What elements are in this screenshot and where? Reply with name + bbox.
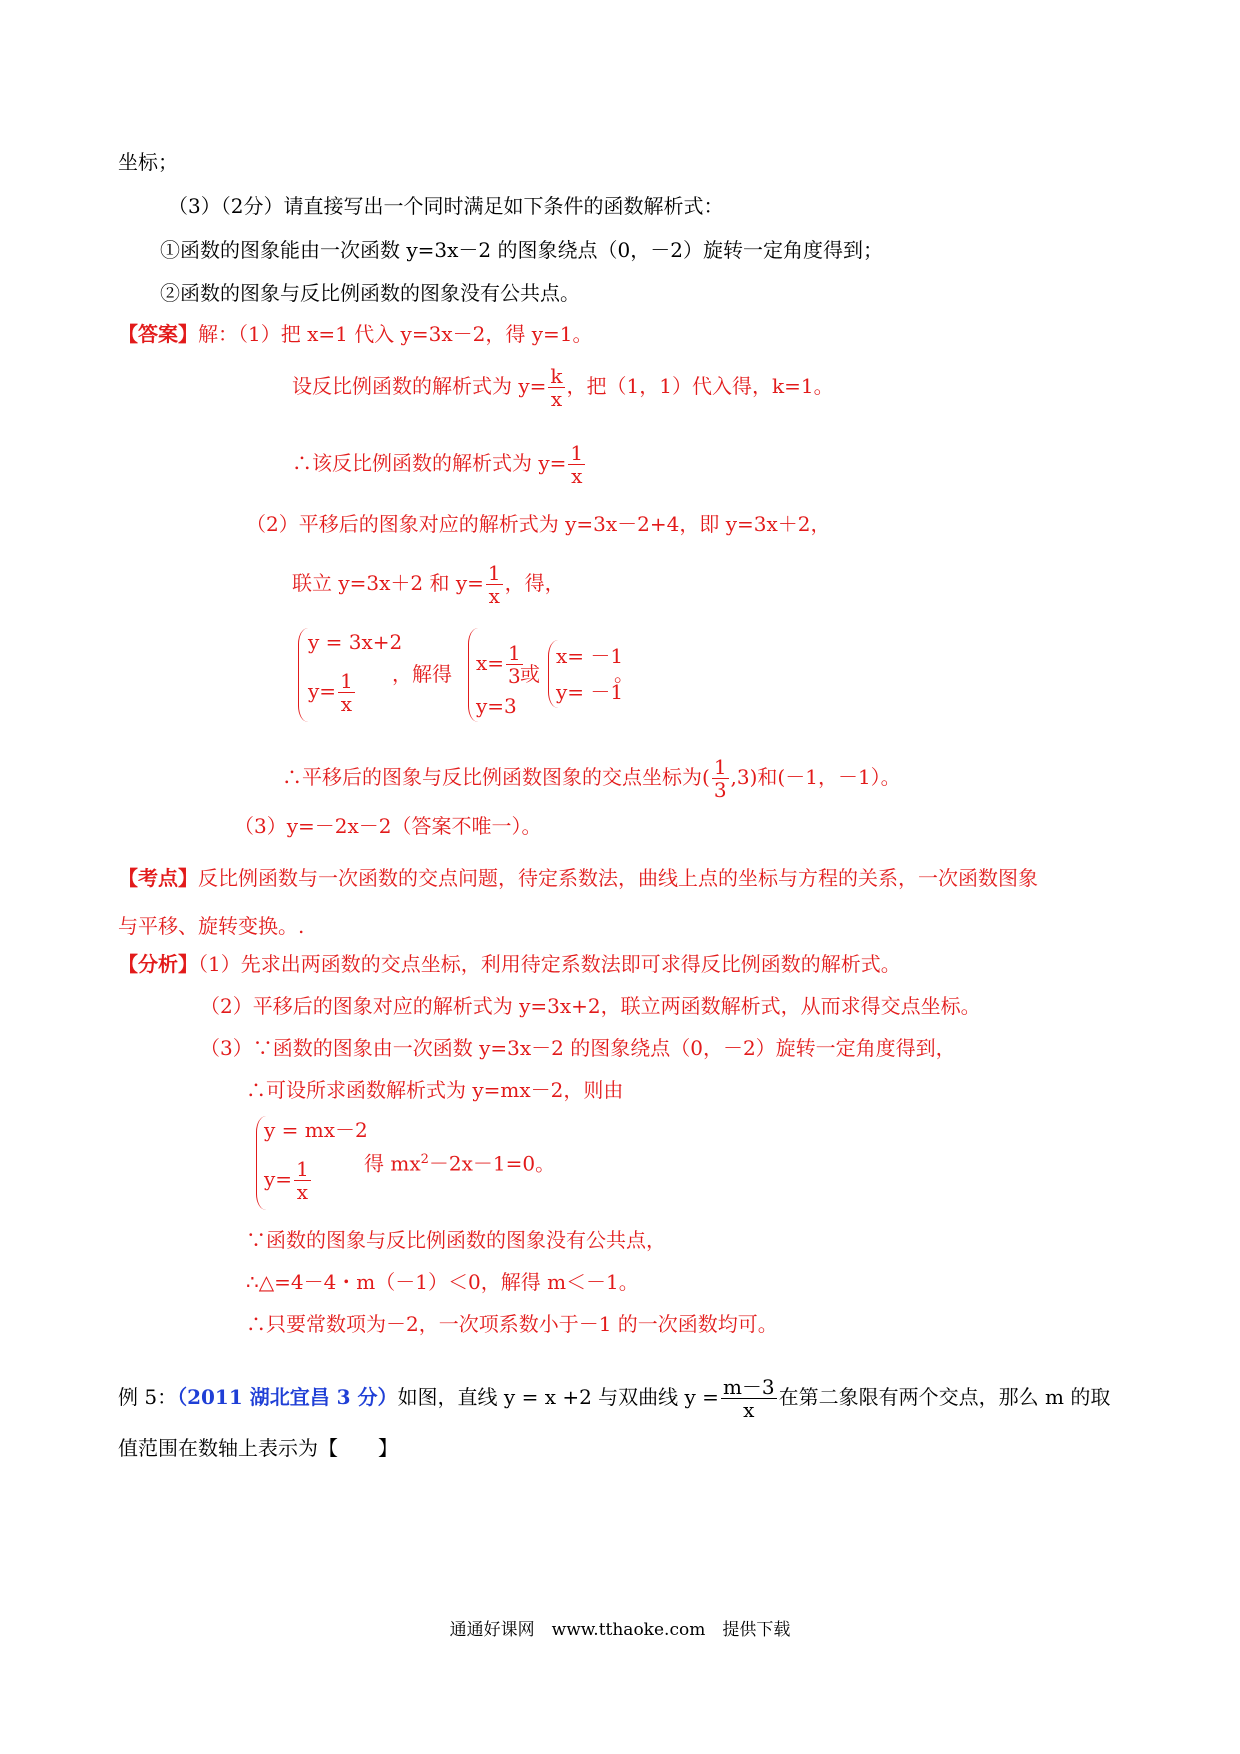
example-5-line-2: 值范围在数轴上表示为【 】 <box>118 1436 398 1460</box>
fraction-1-over-3: $\frac{1}{3}$ <box>713 755 727 802</box>
key-points-tag: 【考点】 <box>118 866 198 890</box>
analysis-line-8: ∴只要常数项为－2，一次项系数小于－1 的一次函数均可。 <box>246 1312 778 1336</box>
example-5-line-1: 例 5：（2011 湖北宜昌 3 分）如图，直线 y = x +2 与双曲线 y = $\frac{m-3}{x}$ 在第二象限有两个交点，那么 m 的取 <box>118 1375 1111 1422</box>
analysis-line-3: （3）∵函数的图象由一次函数 y=3x－2 的图象绕点（0，－2）旋转一定角度得到， <box>200 1036 956 1060</box>
answer-line-1: 【答案】解：（1）把 x=1 代入 y=3x－2，得 y=1。 <box>118 322 593 346</box>
analysis-line-7: ∴△=4－4・m（－1）＜0，解得 m＜－1。 <box>246 1270 639 1294</box>
key-points-line-1: 【考点】反比例函数与一次函数的交点问题，待定系数法，曲线上点的坐标与方程的关系，一次函数图象 <box>118 866 1038 890</box>
answer-line-4: （2）平移后的图象对应的解析式为 y=3x－2+4，即 y=3x＋2， <box>246 512 831 536</box>
example-source: （2011 湖北宜昌 3 分） <box>177 1385 398 1409</box>
analysis-line-4: ∴可设所求函数解析式为 y=mx－2，则由 <box>246 1078 624 1102</box>
answer-line-3: ∴该反比例函数的解析式为 y= $\frac{1}{x}$ <box>292 441 584 488</box>
question-condition-2: ②函数的图象与反比例函数的图象没有公共点。 <box>160 281 580 305</box>
analysis-line-2: （2）平移后的图象对应的解析式为 y=3x+2，联立两函数解析式，从而求得交点坐标。 <box>200 994 981 1018</box>
analysis-line-6: ∵函数的图象与反比例函数的图象没有公共点， <box>246 1228 666 1252</box>
answer-line-5: 联立 y=3x＋2 和 y= $\frac{1}{x}$ ，得， <box>292 561 565 608</box>
fraction-1-over-x: $\frac{1}{x}$ <box>340 669 353 716</box>
answer-line-8: （3）y=－2x－2（答案不唯一）。 <box>234 814 542 838</box>
fraction-1-over-x: $\frac{1}{x}$ <box>296 1157 309 1204</box>
fraction-1-over-x: $\frac{1}{x}$ <box>570 441 584 488</box>
answer-line-7: ∴平移后的图象与反比例函数图象的交点坐标为( $\frac{1}{3}$ ,3)和(－1，－1）。 <box>282 755 901 802</box>
fraction-m-minus-3-over-x: $\frac{m-3}{x}$ <box>722 1375 775 1422</box>
question-condition-1: ①函数的图象能由一次函数 y=3x－2 的图象绕点（0，－2）旋转一定角度得到； <box>160 238 883 262</box>
analysis-line-1: 【分析】（1）先求出两函数的交点坐标，利用待定系数法即可求得反比例函数的解析式。 <box>118 952 901 976</box>
answer-tag: 【答案】 <box>118 322 198 346</box>
question-line-1: 坐标； <box>118 150 178 174</box>
question-line-2: （3）（2分）请直接写出一个同时满足如下条件的函数解析式： <box>168 194 724 218</box>
fraction-k-over-x: $\frac{k}{x}$ <box>550 364 563 411</box>
footer: 通通好课网 www.tthaoke.com 提供下载 <box>449 1620 791 1640</box>
analysis-tag: 【分析】 <box>118 952 198 976</box>
key-points-line-2: 与平移、旋转变换。. <box>118 914 305 938</box>
fraction-1-over-x: $\frac{1}{x}$ <box>487 561 501 608</box>
fraction-1-over-3: $\frac{1}{3}$ <box>508 641 521 688</box>
answer-line-2: 设反比例函数的解析式为 y= $\frac{k}{x}$ ，把（1，1）代入得，k=1。 <box>292 364 834 411</box>
